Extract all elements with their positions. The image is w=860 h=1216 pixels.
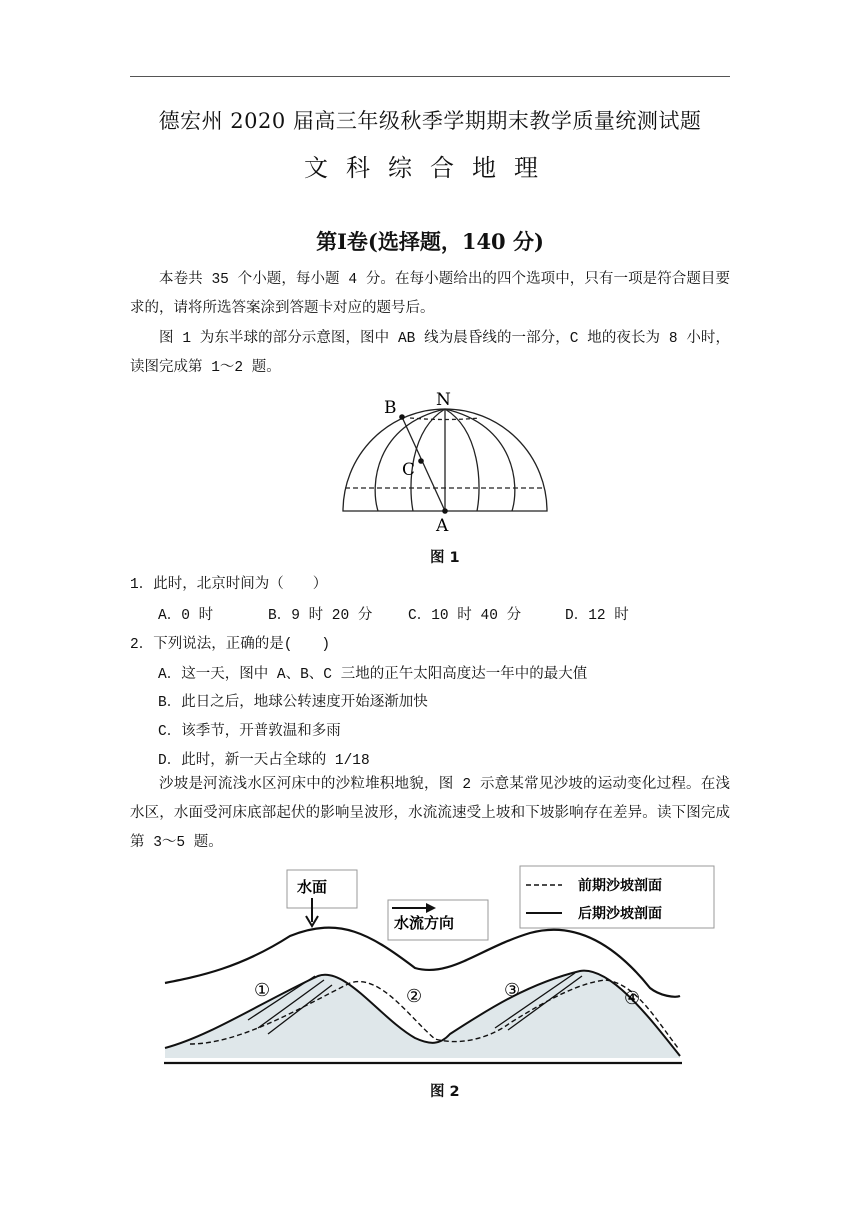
question-2-option-d: D．此时，新一天占全球的 1/18 (158, 753, 370, 769)
marker-3: ③ (504, 980, 521, 1001)
question-1-option-a: A．0 时 (158, 608, 214, 624)
marker-2: ② (406, 986, 423, 1007)
figure1-intro: 图 1 为东半球的部分示意图，图中 AB 线为晨昏线的一部分，C 地的夜长为 8 小时，读图完成第 1～2 题。 (130, 331, 730, 376)
label-a: A (436, 516, 449, 536)
legend-late: 后期沙坡剖面 (578, 906, 662, 922)
question-1-option-c: C．10 时 40 分 (408, 608, 522, 624)
question-2-stem: 2．下列说法，正确的是( ) (130, 637, 331, 653)
label-c: C (402, 460, 416, 480)
figure1-hemisphere-diagram (330, 385, 560, 540)
exam-title: 德宏州 2020 届高三年级秋季学期期末教学质量统测试题 (158, 109, 702, 133)
sand-ripple-intro: 沙坡是河流浅水区河床中的沙粒堆积地貌，图 2 示意某常见沙坡的运动变化过程。在浅水区，水面受河床底部起伏的影响呈波形，水流流速受上坡和下坡影响存在差异。读下图完成第 3～5 题。 (130, 777, 730, 851)
figure2-sand-ripple-diagram (150, 858, 730, 1078)
point-a (442, 508, 448, 514)
label-n: N (436, 390, 451, 410)
question-2-option-c: C．该季节，开普敦温和多雨 (158, 724, 341, 740)
label-b: B (384, 398, 397, 418)
question-1-stem: 1．此时，北京时间为（ ） (130, 577, 328, 593)
legend-early: 前期沙坡剖面 (578, 878, 662, 894)
figure2-caption: 图 2 (430, 1084, 460, 1100)
question-1-option-d: D．12 时 (565, 608, 629, 624)
point-b (399, 414, 405, 420)
question-1-option-b: B．9 时 20 分 (268, 608, 373, 624)
marker-4: ④ (624, 988, 641, 1009)
figure1-caption: 图 1 (430, 550, 460, 566)
water-surface-label: 水面 (297, 878, 328, 896)
question-2-option-a: A．这一天，图中 A、B、C 三地的正午太阳高度达一年中的最大值 (158, 667, 588, 683)
meridian-mid-left (411, 409, 445, 511)
question-2-option-b: B．此日之后，地球公转速度开始逐渐加快 (158, 695, 428, 711)
meridian-mid-right (445, 409, 479, 511)
point-c (418, 458, 424, 464)
section-title: 第Ⅰ卷(选择题，140 分) (316, 229, 544, 254)
flow-direction-label: 水流方向 (394, 914, 455, 932)
marker-1: ① (254, 980, 271, 1001)
header-rule (130, 76, 730, 77)
subject-title: 文科综合地理 (304, 154, 556, 182)
section-instructions: 本卷共 35 个小题，每小题 4 分。在每小题给出的四个选项中，只有一项是符合题目要求的，请将所选答案涂到答题卡对应的题号后。 (130, 272, 730, 317)
meridian-right (445, 409, 515, 511)
